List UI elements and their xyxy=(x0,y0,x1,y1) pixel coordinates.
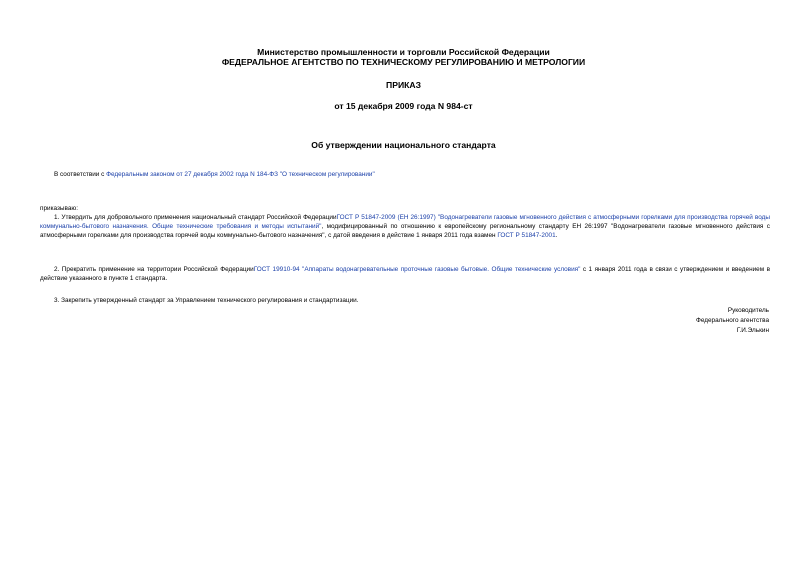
federal-law-link[interactable]: Федеральным законом от 27 декабря 2002 года N 184-ФЗ "О техническом регулировании" xyxy=(106,171,375,178)
item1-suffix: . xyxy=(555,232,558,239)
gost-r-51847-2009-link[interactable]: ГОСТ Р 51847-2009 (ЕН 26:1997) "Водонагреватели газовые мгновенного действия с атмосферными горелками для производства горячей воды коммунально-бытового назначения. Общие технические требования и методы испытаний" xyxy=(40,214,770,230)
document-type: ПРИКАЗ xyxy=(386,80,421,90)
document-date-number: от 15 декабря 2009 года N 984-ст xyxy=(334,101,473,111)
agency-title: ФЕДЕРАЛЬНОЕ АГЕНТСТВО ПО ТЕХНИЧЕСКОМУ РЕГУЛИРОВАНИЮ И МЕТРОЛОГИИ xyxy=(221,57,586,67)
basis-paragraph xyxy=(54,170,754,179)
signature-role: Руководитель xyxy=(727,307,769,314)
signature-org: Федерального агентства xyxy=(695,317,769,324)
item2-suffix: с 1 января 2011 года в связи с утверждением и введением в действие указанного в пункте 1 стандарта. xyxy=(40,266,771,282)
item2-prefix: 2. Прекратить применение на территории Российской Федерации xyxy=(54,266,254,273)
order-word: приказываю: xyxy=(40,205,78,212)
basis-prefix: В соответствии с xyxy=(54,171,107,178)
item1-prefix: 1. Утвердить для добровольного применения национальный стандарт Российской Федерации xyxy=(54,214,337,221)
order-item-3: 3. Закрепить утвержденный стандарт за Управлением технического регулирования и стандартизации. xyxy=(54,297,359,304)
order-item-1 xyxy=(40,213,770,240)
item1-middle: , модифицированный по отношению к европейскому региональному стандарту ЕН 26:1997 "Водонагреватели газовые мгновенного действия с атмосферными горелками для производства горячей воды коммунально-бытового назначения", с датой введения в действие 1 января 2011 года взамен xyxy=(40,223,770,239)
document-subject: Об утверждении национального стандарта xyxy=(311,140,496,150)
order-item-2 xyxy=(40,265,770,283)
gost-r-51847-2001-link[interactable]: ГОСТ Р 51847-2001 xyxy=(497,232,556,239)
ministry-title: Министерство промышленности и торговли Российской Федерации xyxy=(257,47,550,57)
signature-name: Г.И.Элькин xyxy=(736,327,769,334)
gost-19910-94-link[interactable]: ГОСТ 19910-94 "Аппараты водонагревательные проточные газовые бытовые. Общие технические условия" xyxy=(253,266,581,273)
